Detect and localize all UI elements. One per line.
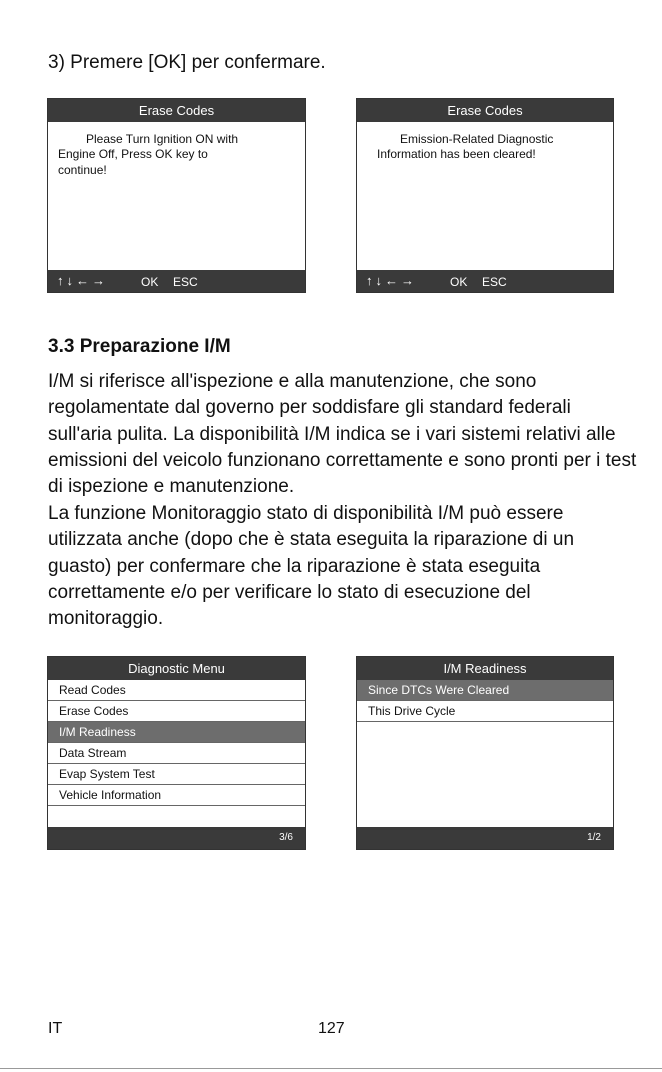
menu-item-evap-system-test[interactable]: Evap System Test bbox=[48, 764, 305, 785]
message-line-1: Please Turn Ignition ON with bbox=[86, 132, 239, 146]
page-indicator: 1/2 bbox=[587, 832, 601, 843]
screen-footer bbox=[357, 270, 613, 292]
page-indicator: 3/6 bbox=[279, 832, 293, 843]
screen-title: Diagnostic Menu bbox=[48, 657, 305, 680]
screen-footer bbox=[48, 827, 305, 849]
menu-item-this-drive-cycle[interactable]: This Drive Cycle bbox=[357, 701, 613, 722]
erase-codes-screen-prompt bbox=[47, 98, 306, 293]
paragraph-2: La funzione Monitoraggio stato di disponibilità I/M può essere utilizzata anche (dopo che è stata eseguita la riparazione di un guasto) per confermare che la riparazione è stata eseguita correttamente e/o per verificare lo stato di esecuzione del monitoraggio. bbox=[48, 503, 575, 630]
menu-item-data-stream[interactable]: Data Stream bbox=[48, 743, 305, 764]
message-line-3: continue! bbox=[58, 163, 107, 177]
section-heading: 3.3 Preparazione I/M bbox=[48, 336, 231, 357]
ok-key-label: OK bbox=[141, 275, 159, 289]
message-line-1: Emission-Related Diagnostic bbox=[400, 132, 554, 146]
screen-title: Erase Codes bbox=[357, 99, 613, 122]
esc-key-label: ESC bbox=[482, 275, 507, 289]
screen-footer bbox=[48, 270, 305, 292]
message-line-2: Information has been cleared! bbox=[377, 147, 536, 161]
arrow-keys-icon: ↑↓←→ bbox=[57, 273, 108, 288]
message-line-2: Engine Off, Press OK key to bbox=[58, 147, 208, 161]
screen-title: Erase Codes bbox=[48, 99, 305, 122]
step-instruction: 3) Premere [OK] per confermare. bbox=[48, 52, 326, 73]
language-code: IT bbox=[48, 1020, 63, 1037]
menu-list bbox=[48, 680, 305, 806]
screen-footer bbox=[357, 827, 613, 849]
menu-item-vehicle-information[interactable]: Vehicle Information bbox=[48, 785, 305, 806]
arrow-keys-icon: ↑↓←→ bbox=[366, 273, 417, 288]
bottom-rule bbox=[0, 1068, 662, 1069]
erase-codes-screen-cleared bbox=[356, 98, 614, 293]
menu-list bbox=[357, 680, 613, 722]
page-number: 127 bbox=[318, 1020, 345, 1037]
menu-item-im-readiness[interactable]: I/M Readiness bbox=[48, 722, 305, 743]
ok-key-label: OK bbox=[450, 275, 468, 289]
esc-key-label: ESC bbox=[173, 275, 198, 289]
menu-item-erase-codes[interactable]: Erase Codes bbox=[48, 701, 305, 722]
im-readiness-screen bbox=[356, 656, 614, 850]
menu-item-since-dtcs-cleared[interactable]: Since DTCs Were Cleared bbox=[357, 680, 613, 701]
screen-title: I/M Readiness bbox=[357, 657, 613, 680]
diagnostic-menu-screen bbox=[47, 656, 306, 850]
menu-item-read-codes[interactable]: Read Codes bbox=[48, 680, 305, 701]
paragraph-1: I/M si riferisce all'ispezione e alla manutenzione, che sono regolamentate dal governo per soddisfare gli standard federali sull'aria pulita. La disponibilità I/M indica se i vari sistemi relativi alle emissioni del veicolo funzionano correttamente e sono pronti per i test di ispezione e manutenzione. bbox=[48, 371, 637, 498]
